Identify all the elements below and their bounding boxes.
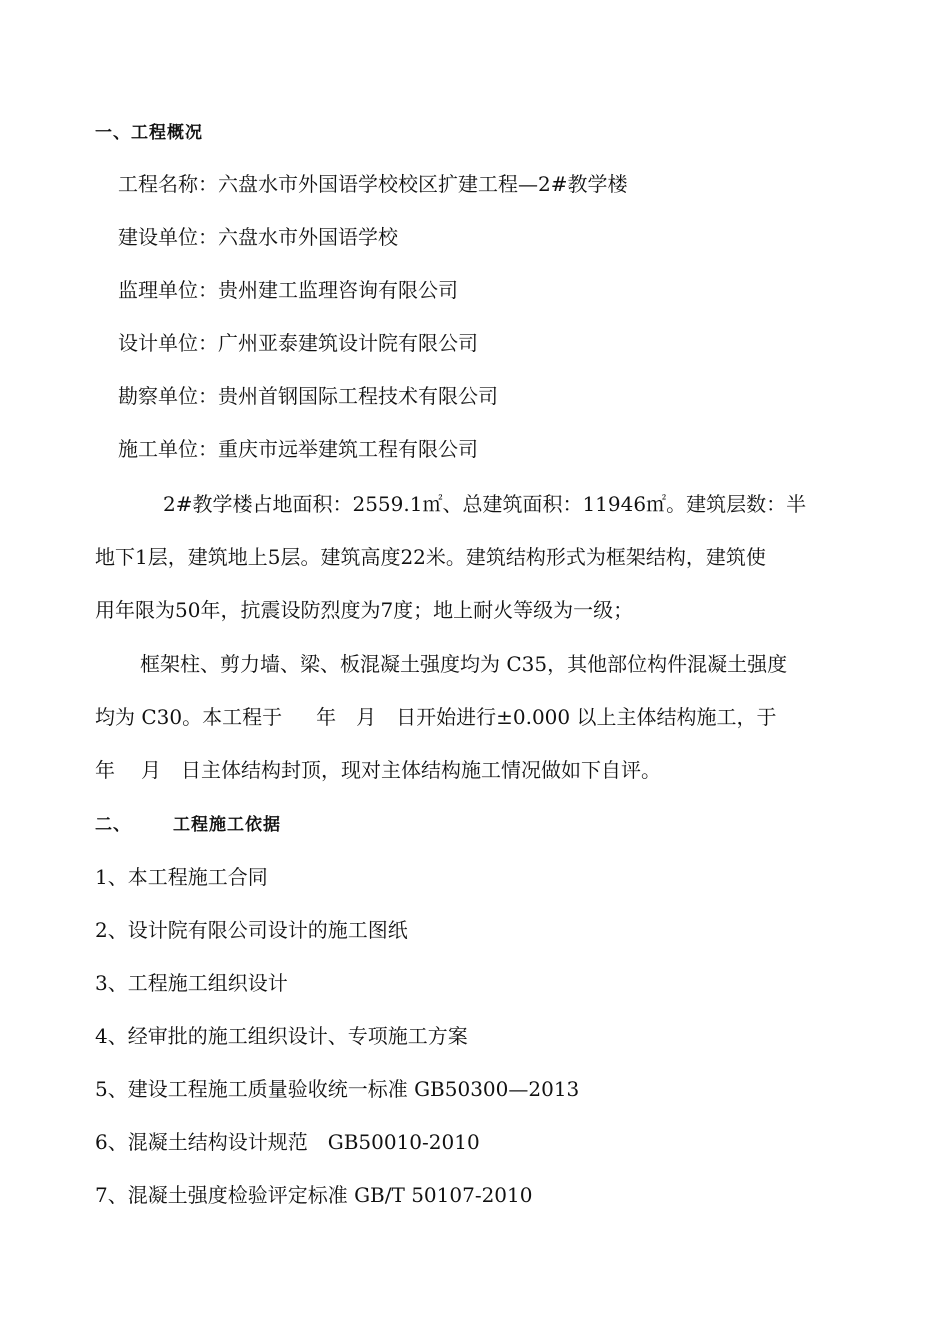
start-year-label: 年 bbox=[316, 705, 337, 729]
topout-year-label: 年 bbox=[95, 758, 115, 782]
design-unit-line: 设计单位：广州亚泰建筑设计院有限公司 bbox=[118, 331, 478, 355]
building-summary-line-2: 地下1层，建筑地上5层。建筑高度22米。建筑结构形式为框架结构，建筑使 bbox=[95, 545, 766, 569]
section-heading-basis bbox=[95, 810, 281, 835]
survey-unit-line: 勘察单位：贵州首钢国际工程技术有限公司 bbox=[118, 384, 498, 408]
basis-item-4: 4、经审批的施工组织设计、专项施工方案 bbox=[95, 1024, 468, 1048]
start-month-label: 月 bbox=[356, 705, 377, 729]
concrete-strength-line-1: 框架柱、剪力墙、梁、板混凝土强度均为 C35，其他部位构件混凝土强度 bbox=[140, 652, 788, 676]
supervision-unit-line: 监理单位：贵州建工监理咨询有限公司 bbox=[118, 278, 458, 302]
basis-item-5: 5、建设工程施工质量验收统一标准 GB50300—2013 bbox=[95, 1077, 580, 1101]
project-name-line: 工程名称：六盘水市外国语学校校区扩建工程—2#教学楼 bbox=[118, 172, 628, 196]
concrete-strength-line-3 bbox=[95, 754, 661, 783]
section-heading-basis-number: 二、 bbox=[95, 815, 131, 835]
topout-date-suffix: 日主体结构封顶，现对主体结构施工情况做如下自评。 bbox=[181, 758, 661, 782]
building-summary-line-3: 用年限为50年，抗震设防烈度为7度；地上耐火等级为一级； bbox=[95, 598, 634, 622]
basis-item-3: 3、工程施工组织设计 bbox=[95, 971, 288, 995]
concrete-strength-line-2 bbox=[95, 701, 776, 730]
basis-item-7: 7、混凝土强度检验评定标准 GB/T 50107-2010 bbox=[95, 1183, 533, 1207]
basis-item-6: 6、混凝土结构设计规范 GB50010-2010 bbox=[95, 1130, 480, 1154]
start-date-suffix: 日开始进行±0.000 以上主体结构施工，于 bbox=[396, 705, 777, 729]
section-heading-basis-text: 工程施工依据 bbox=[173, 815, 281, 835]
basis-item-1: 1、本工程施工合同 bbox=[95, 865, 268, 889]
construction-unit-line: 建设单位：六盘水市外国语学校 bbox=[118, 225, 398, 249]
builder-unit-line: 施工单位：重庆市远举建筑工程有限公司 bbox=[118, 437, 478, 461]
building-summary-line-1: 2#教学楼占地面积：2559.1㎡、总建筑面积：11946㎡。建筑层数：半 bbox=[163, 492, 807, 516]
start-date-prefix: 均为 C30。本工程于 bbox=[95, 705, 283, 729]
topout-month-label: 月 bbox=[141, 758, 161, 782]
section-heading-overview: 一、工程概况 bbox=[95, 123, 203, 143]
basis-item-2: 2、设计院有限公司设计的施工图纸 bbox=[95, 918, 408, 942]
